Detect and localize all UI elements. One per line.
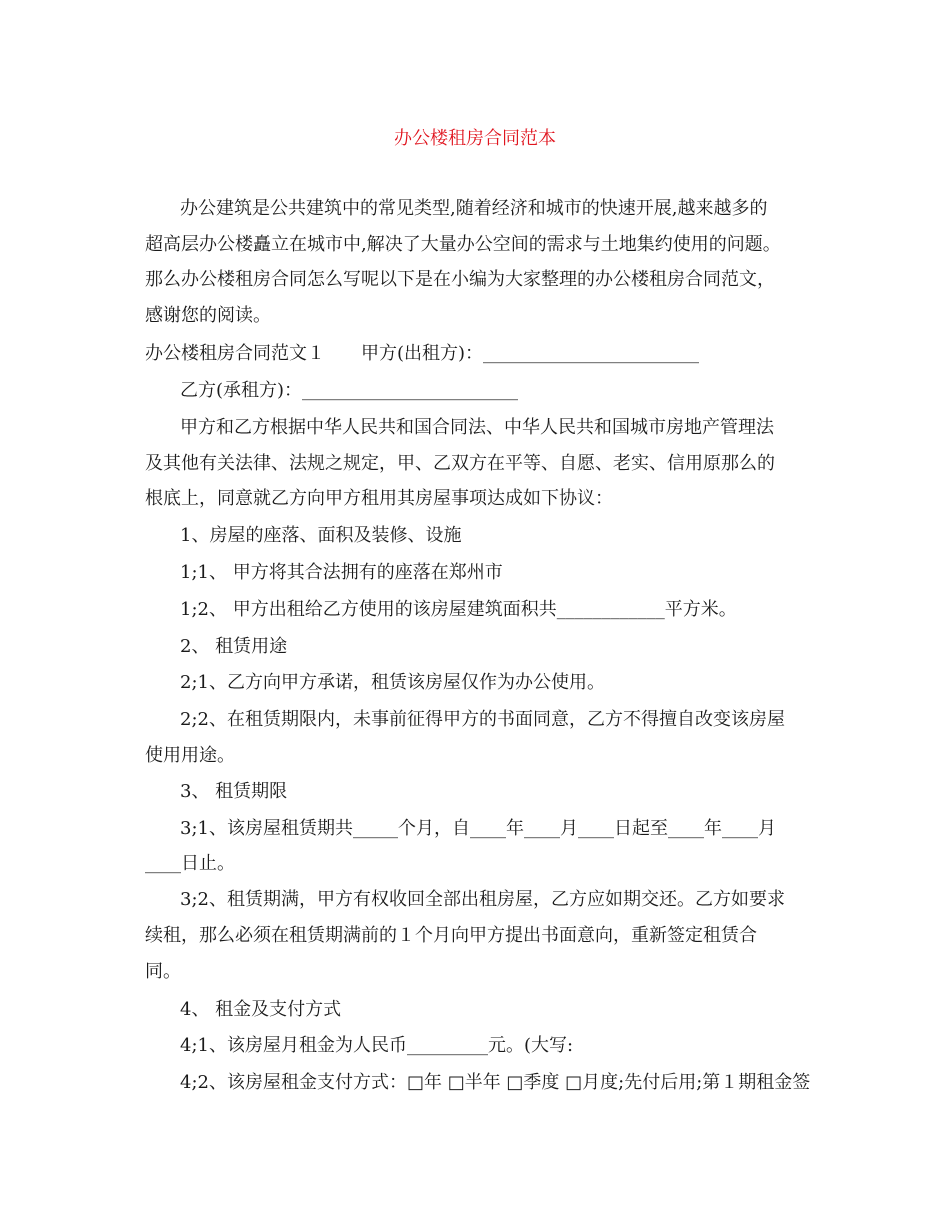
document-title: 办公楼租房合同范本 (394, 128, 556, 149)
clause-line: 同。 (145, 961, 181, 982)
clause-line: 使用用途。 (145, 745, 235, 766)
clause-line: 4;1、该房屋月租金为人民币_________元。(大写: (180, 1035, 574, 1056)
clause-line: 2;2、在租赁期限内，未事前征得甲方的书面同意，乙方不得擅自改变该房屋 (180, 709, 785, 730)
section-heading: 3、 租赁期限 (180, 781, 288, 802)
clause-line: 1;2、 甲方出租给乙方使用的该房屋建筑面积共____________平方米。 (180, 599, 737, 620)
paragraph-line: 根底上，同意就乙方向甲方租用其房屋事项达成如下协议： (145, 488, 613, 509)
clause-line: 续租，那么必须在租赁期满前的１个月向甲方提出书面意向，重新签定租赁合 (145, 925, 757, 946)
clause-line: 3;1、该房屋租赁期共_____个月，自____年____月____日起至____年____月 (180, 818, 776, 839)
paragraph-line: 及其他有关法律、法规之规定，甲、乙双方在平等、自愿、老实、信用原那么的 (145, 453, 775, 474)
party-b-line: 乙方(承租方)：________________________ (180, 380, 519, 401)
paragraph-line: 超高层办公楼矗立在城市中,解决了大量办公空间的需求与土地集约使用的问题。 (145, 234, 781, 255)
paragraph-line: 甲方和乙方根据中华人民共和国合同法、中华人民共和国城市房地产管理法 (180, 417, 774, 438)
clause-line: 3;2、租赁期满，甲方有权收回全部出租房屋，乙方应如期交还。乙方如要求 (180, 889, 785, 910)
clause-line: ____日止。 (145, 853, 235, 874)
contract-heading-line: 办公楼租房合同范文１ 甲方(出租方)：________________________ (145, 343, 700, 364)
clause-line: 2;1、乙方向甲方承诺，租赁该房屋仅作为办公使用。 (180, 672, 605, 693)
paragraph-line: 那么办公楼租房合同怎么写呢以下是在小编为大家整理的办公楼租房合同范文， (145, 269, 775, 290)
clause-line: 4;2、该房屋租金支付方式：□年 □半年 □季度 □月度;先付后用;第１期租金签 (180, 1072, 811, 1093)
paragraph-line: 办公建筑是公共建筑中的常见类型,随着经济和城市的快速开展,越来越多的 (180, 198, 768, 219)
section-heading: 2、 租赁用途 (180, 636, 288, 657)
section-heading: 4、 租金及支付方式 (180, 999, 342, 1020)
section-heading: 1、房屋的座落、面积及装修、设施 (180, 525, 462, 546)
clause-line: 1;1、 甲方将其合法拥有的座落在郑州市 (180, 562, 503, 583)
paragraph-line: 感谢您的阅读。 (145, 305, 271, 326)
